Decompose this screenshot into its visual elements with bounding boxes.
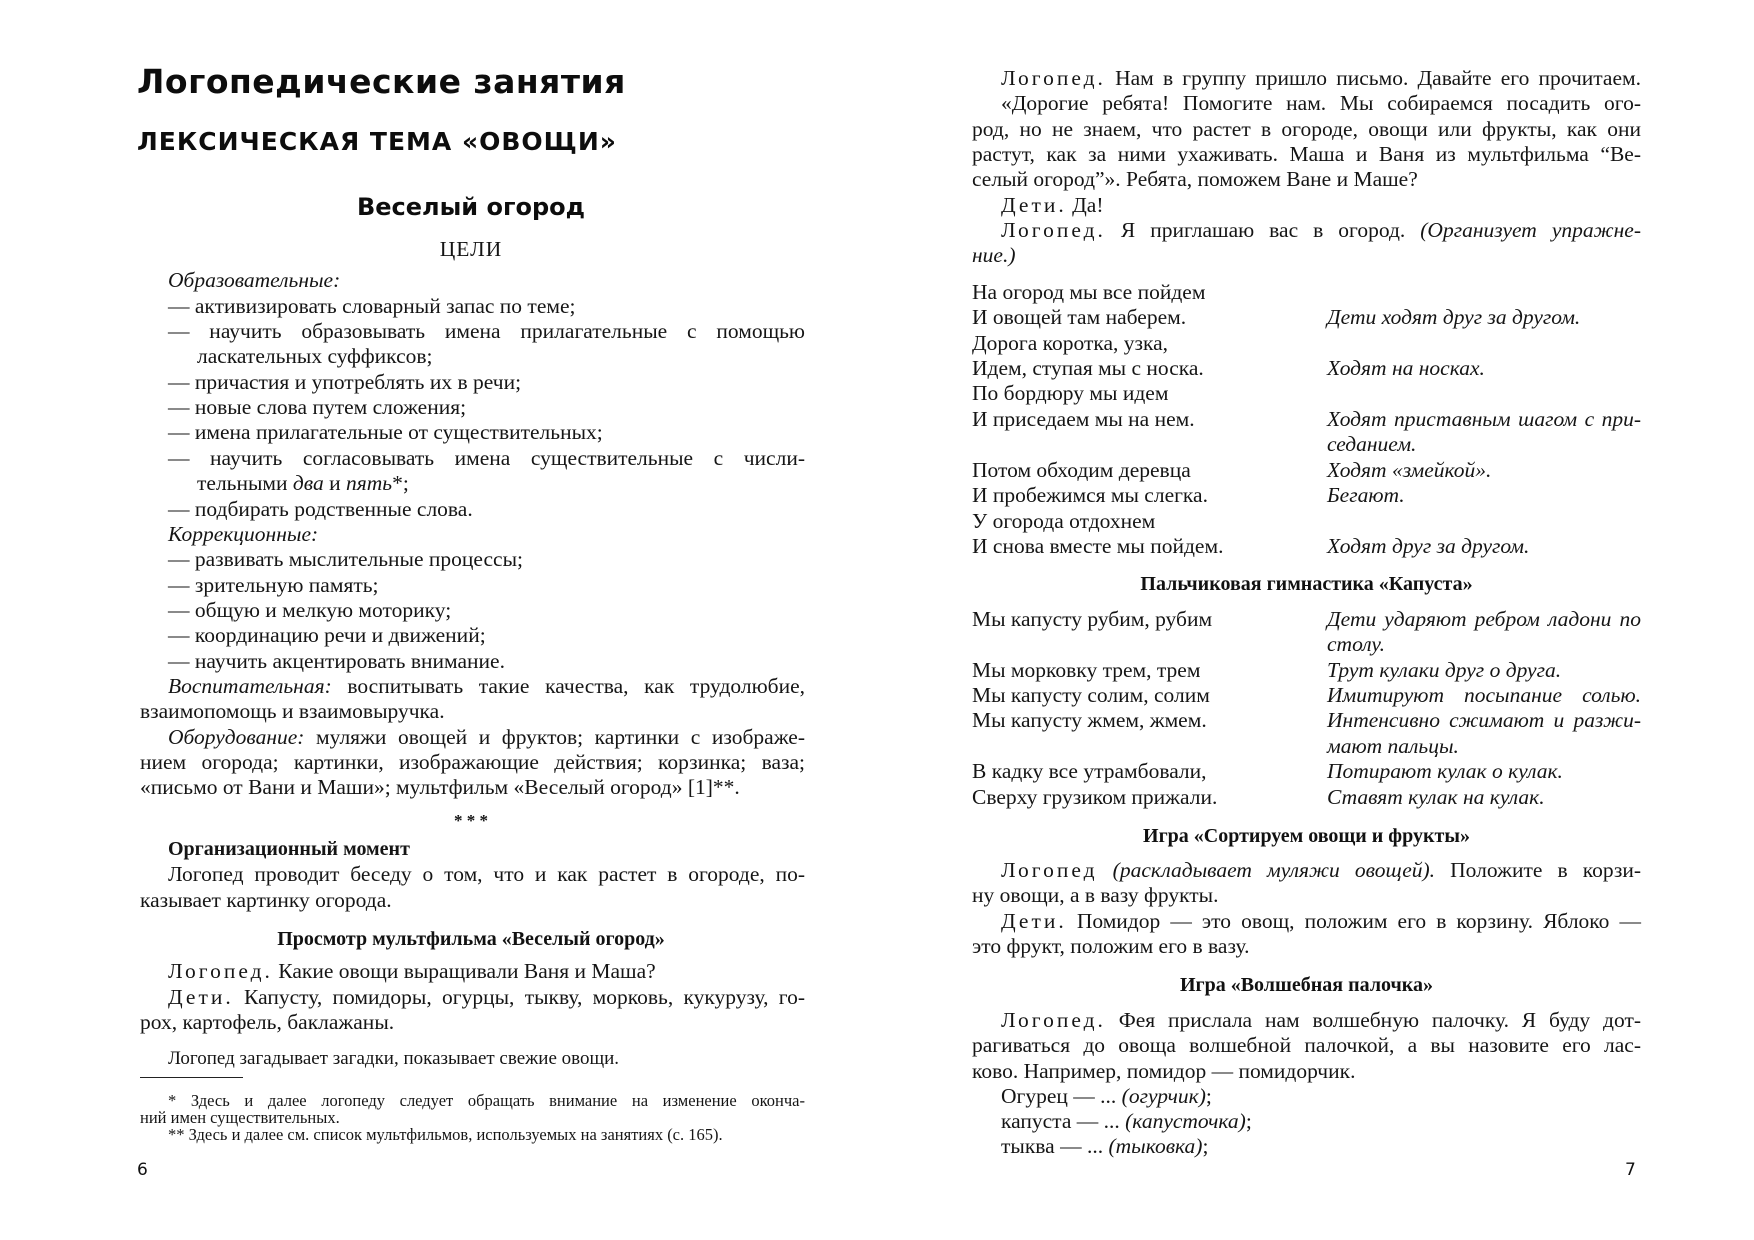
cartoon-section-title: Просмотр мультфильма «Веселый огород» (277, 928, 665, 950)
verse-action: столу. (1327, 632, 1385, 656)
wand-example: капуста — ... (капусточка); (1001, 1109, 1252, 1133)
riddles-text: Логопед загадывает загадки, показывает свежие овощи. (168, 1048, 620, 1069)
dialog-line: Дети. Капусту, помидоры, огурцы, тыкву, морковь, кукурузу, го- (168, 985, 805, 1009)
page-number: 7 (1625, 1160, 1636, 1180)
org-moment-title: Организационный момент (168, 838, 410, 860)
verse-line: И пробежимся мы слегка. (972, 483, 1208, 507)
verse-line: Дорога коротка, узка, (972, 331, 1169, 355)
goal-item-numerals: тельными два и пять*; (197, 471, 409, 495)
footnote-divider (140, 1077, 243, 1078)
educational-label: Образовательные: (168, 268, 341, 292)
theme-heading: ЛЕКСИЧЕСКАЯ ТЕМА «ОВОЩИ» (137, 127, 617, 156)
verse-action: Трут кулаки друг о друга. (1327, 658, 1562, 682)
verse-line: У огорода отдохнем (972, 509, 1156, 533)
finger-gym-title: Пальчиковая гимнастика «Капуста» (1140, 573, 1473, 595)
verse-line: И приседаем мы на нем. (972, 407, 1195, 431)
goal-item: — координацию речи и движений; (168, 623, 486, 647)
footnote: ** Здесь и далее см. список мультфильмов, используемых на занятиях (с. 165). (168, 1125, 723, 1144)
wand-game-line: Логопед. Фея прислала нам волшебную палочку. Я буду дот- (1001, 1008, 1641, 1032)
intro-line: ние.) (972, 243, 1016, 267)
goals-label: ЦЕЛИ (439, 237, 503, 261)
verse-line: Мы капусту жмем, жмем. (972, 708, 1207, 732)
intro-line: растут, как за ними ухаживать. Маша и Ваня из мультфильма “Ве- (972, 142, 1641, 166)
wand-example: тыква — ... (тыковка); (1001, 1134, 1209, 1158)
footnote: * Здесь и далее логопеду следует обращать внимание на изменение оконча- (168, 1091, 805, 1110)
equipment-line: «письмо от Вани и Маши»; мультфильм «Веселый огород» [1]**. (140, 775, 740, 799)
verse-line: В кадку все утрамбовали, (972, 759, 1207, 783)
goal-item: ласкательных суффиксов; (197, 344, 433, 368)
correctional-label: Коррекционные: (168, 522, 319, 546)
verse-action: Ходят приставным шагом с при- (1327, 407, 1641, 431)
goal-item: — имена прилагательные от существительных; (168, 420, 603, 444)
verse-action: Потирают кулак о кулак. (1327, 759, 1563, 783)
verse-action: Бегают. (1327, 483, 1405, 507)
goal-item: — причастия и употреблять их в речи; (168, 370, 522, 394)
sort-game-line: это фрукт, положим его в вазу. (972, 934, 1250, 958)
goal-item: — активизировать словарный запас по теме; (168, 294, 576, 318)
sort-game-line: Дети. Помидор — это овощ, положим его в корзину. Яблоко — (1001, 909, 1641, 933)
verse-line: По бордюру мы идем (972, 381, 1169, 405)
verse-action: Ходят «змейкой». (1327, 458, 1492, 482)
wand-game-line: ково. Например, помидор — помидорчик. (972, 1059, 1356, 1083)
wand-example: Огурец — ... (огурчик); (1001, 1084, 1212, 1108)
verse-action: Ставят кулак на кулак. (1327, 785, 1545, 809)
lesson-title: Веселый огород (356, 193, 586, 221)
goal-item: — общую и мелкую моторику; (168, 598, 452, 622)
goal-item: — новые слова путем сложения; (168, 395, 467, 419)
verse-action: Дети ударяют ребром ладони по (1327, 607, 1641, 631)
intro-line: Логопед. Нам в группу пришло письмо. Давайте его прочитаем. (1001, 66, 1641, 90)
verse-action: седанием. (1327, 432, 1417, 456)
verse-action: Ходят друг за другом. (1327, 534, 1530, 558)
intro-line: «Дорогие ребята! Помогите нам. Мы собираемся посадить ого- (1001, 91, 1641, 115)
sort-game-line: ну овощи, а в вазу фрукты. (972, 883, 1219, 907)
verse-line: Сверху грузиком прижали. (972, 785, 1218, 809)
upbringing-line: Воспитательная: воспитывать такие качества, как трудолюбие, (168, 674, 806, 698)
equipment-line: нием огорода; картинки, изображающие действия; корзинка; ваза; (140, 750, 805, 774)
verse-action: Дети ходят друг за другом. (1327, 305, 1581, 329)
verse-action: Интенсивно сжимают и разжи- (1327, 708, 1641, 732)
goal-item: — зрительную память; (168, 573, 379, 597)
verse-action: мают пальцы. (1327, 734, 1459, 758)
upbringing-line: взаимопомощь и взаимовыручка. (140, 699, 445, 723)
verse-line: Потом обходим деревца (972, 458, 1191, 482)
right-page (877, 0, 1754, 1240)
footnote: ний имен существительных. (140, 1108, 340, 1127)
verse-action: Ходят на носках. (1327, 356, 1485, 380)
goal-item: — научить акцентировать внимание. (168, 649, 505, 673)
goal-item: — научить согласовывать имена существительные с числи- (168, 446, 805, 470)
intro-line: селый огород”». Ребята, поможем Ване и Маше? (972, 167, 1418, 191)
section-separator: * * * (454, 811, 488, 830)
dialog-line: Логопед. Какие овощи выращивали Ваня и Маша? (168, 959, 656, 983)
wand-game-line: рагиваться до овоща волшебной палочкой, а вы назовите его лас- (972, 1033, 1641, 1057)
intro-line: Логопед. Я приглашаю вас в огород. (Организует упражне- (1001, 218, 1641, 242)
goal-item: — развивать мыслительные процессы; (168, 547, 524, 571)
sort-game-title: Игра «Сортируем овощи и фрукты» (1143, 825, 1470, 847)
page-number: 6 (137, 1160, 148, 1180)
verse-line: И овощей там наберем. (972, 305, 1187, 329)
org-moment-text: казывает картинку огорода. (140, 888, 392, 912)
sort-game-line: Логопед (раскладывает муляжи овощей). Положите в корзи- (1001, 858, 1642, 882)
verse-line: Идем, ступая мы с носка. (972, 356, 1204, 380)
goal-item: — подбирать родственные слова. (168, 497, 473, 521)
book-header: Логопедические занятия (137, 62, 626, 101)
verse-line: На огород мы все пойдем (972, 280, 1206, 304)
wand-game-title: Игра «Волшебная палочка» (1179, 974, 1434, 996)
verse-line: Мы морковку трем, трем (972, 658, 1201, 682)
verse-action: Имитируют посыпание солью. (1327, 683, 1641, 707)
verse-line: И снова вместе мы пойдем. (972, 534, 1224, 558)
verse-line: Мы капусту солим, солим (972, 683, 1210, 707)
verse-line: Мы капусту рубим, рубим (972, 607, 1213, 631)
org-moment-text: Логопед проводит беседу о том, что и как растет в огороде, по- (168, 862, 805, 886)
equipment-line: Оборудование: муляжи овощей и фруктов; картинки с изображе- (168, 725, 806, 749)
intro-line: Дети. Да! (1001, 193, 1104, 217)
dialog-line: рох, картофель, баклажаны. (140, 1010, 395, 1034)
goal-item: — научить образовывать имена прилагательные с помощью (168, 319, 805, 343)
intro-line: род, но не знаем, что растет в огороде, овощи или фрукты, как они (972, 117, 1641, 141)
